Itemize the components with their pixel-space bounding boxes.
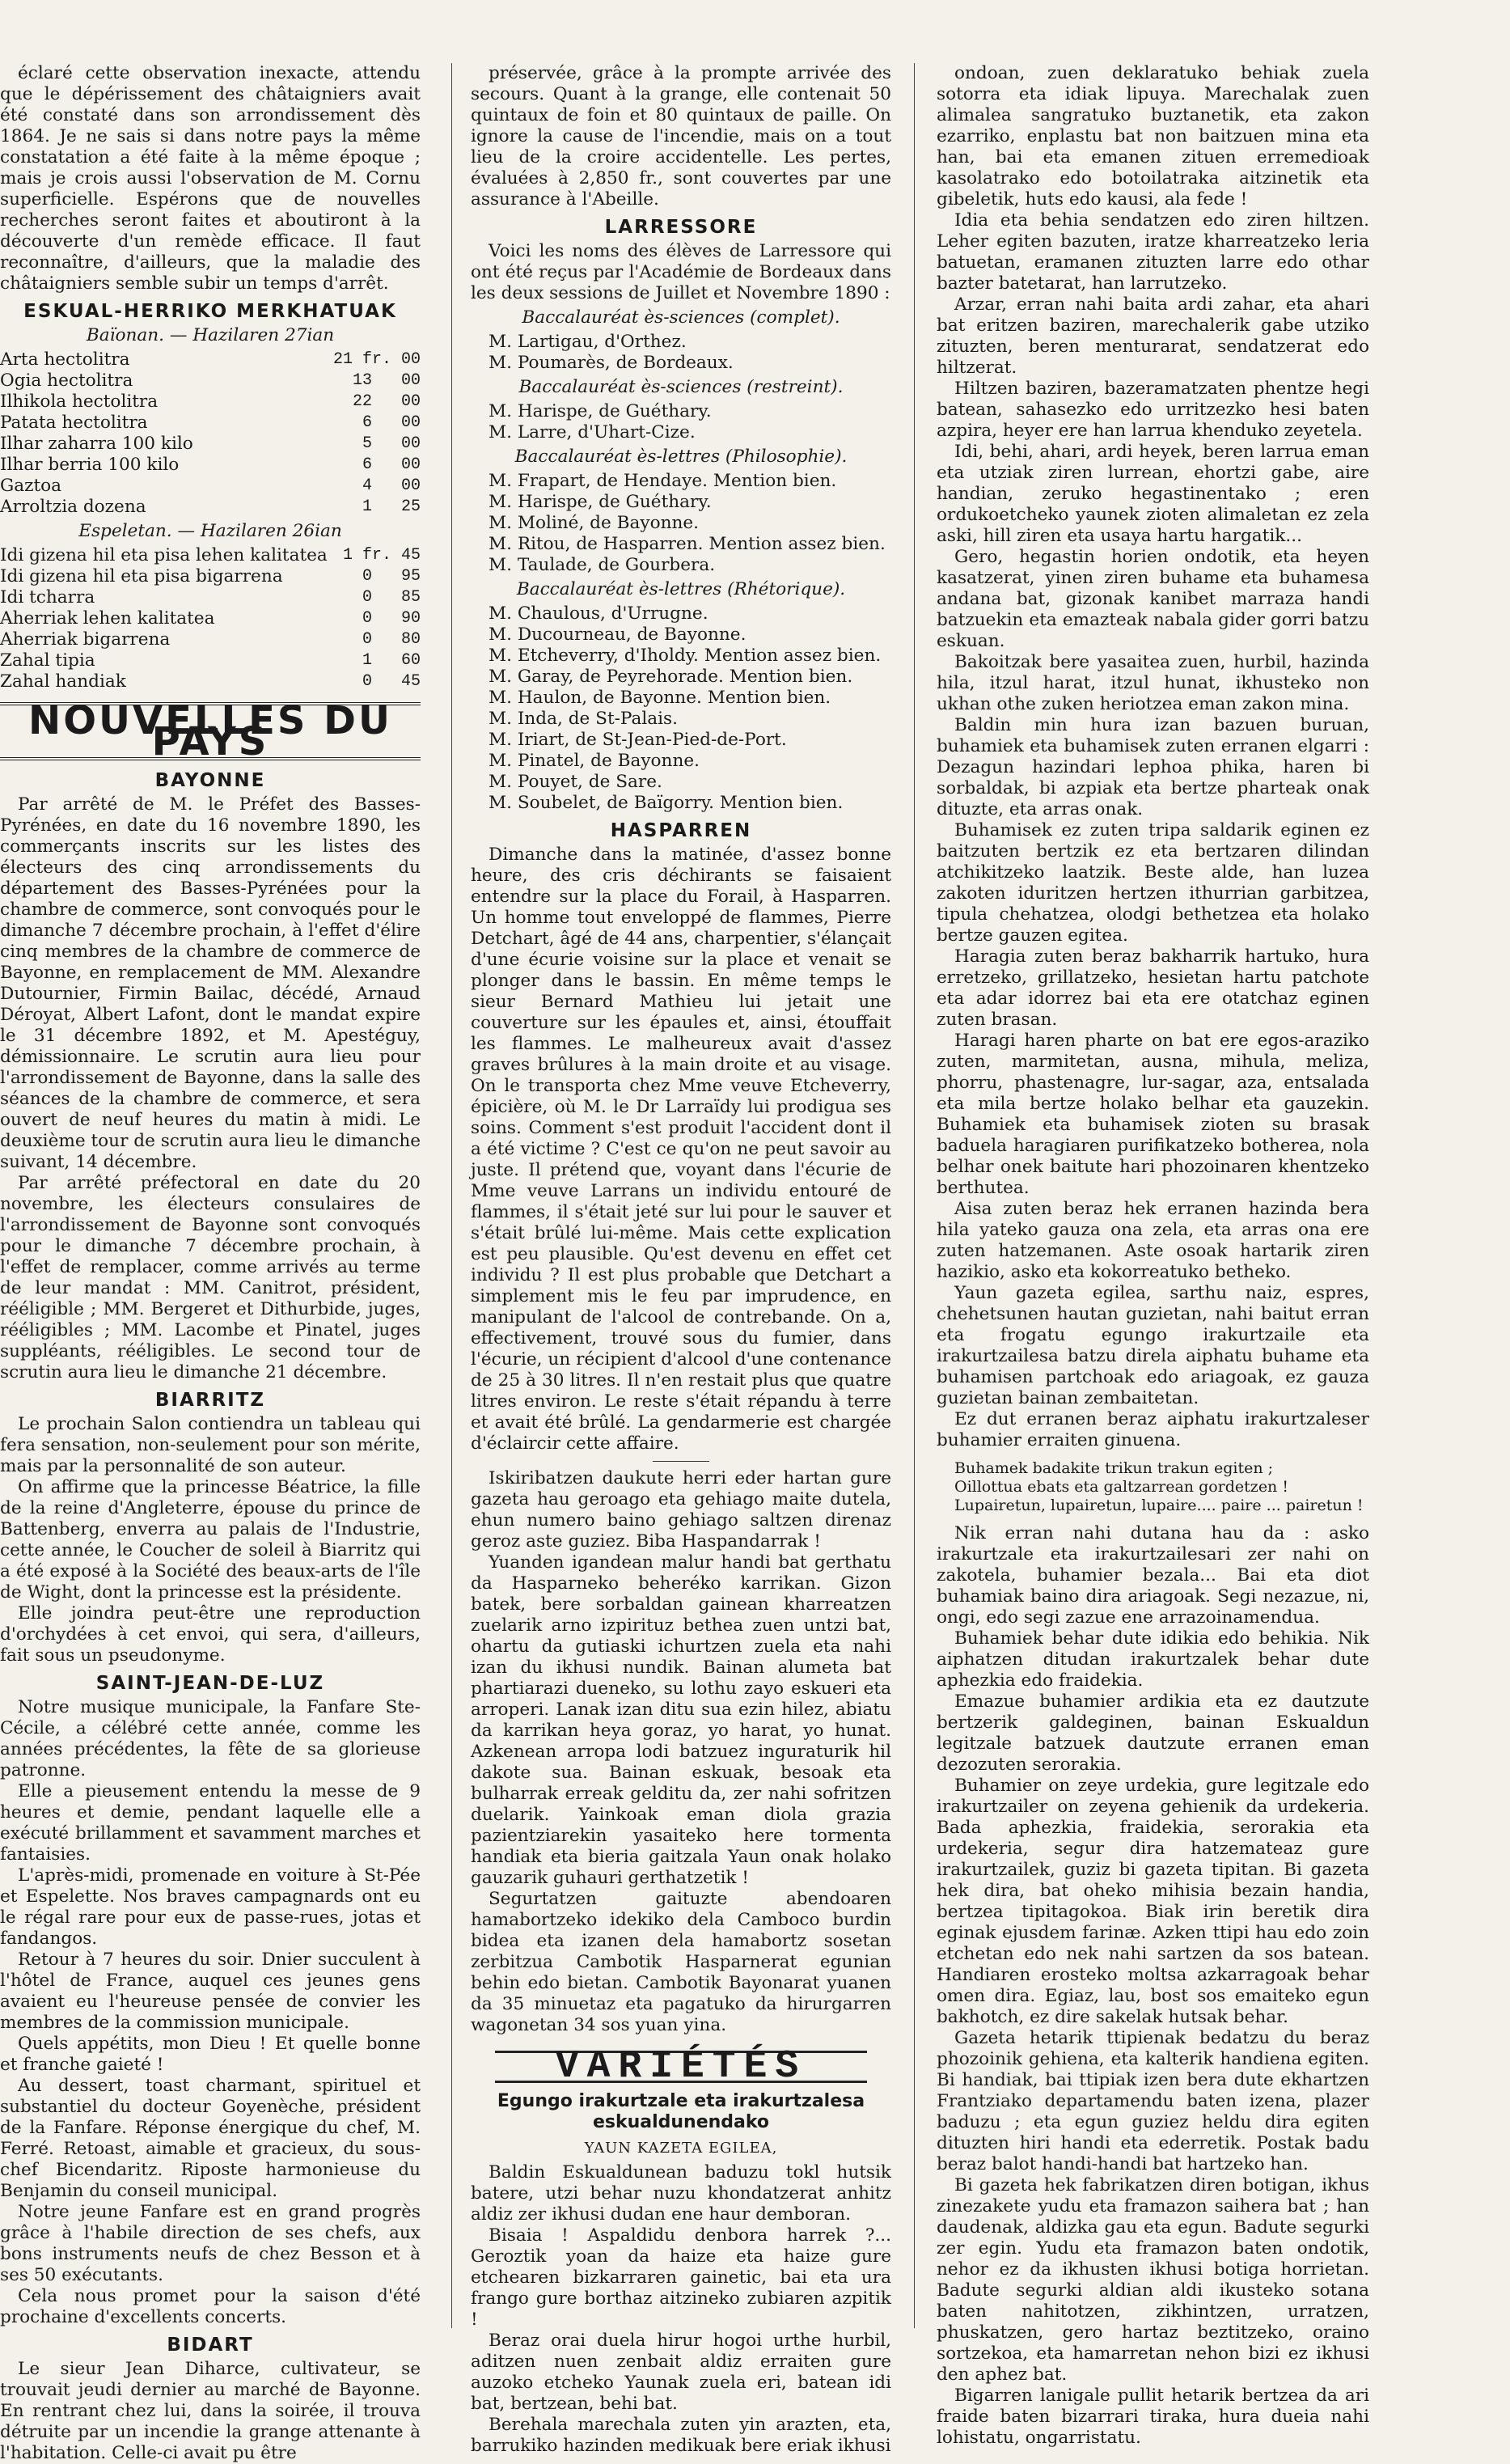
bidart-continued [471,63,891,210]
biarritz-title: BIARRITZ [154,1390,266,1411]
divider [653,1461,709,1462]
sjdl-title: SAINT-JEAN-DE-LUZ [95,1673,325,1694]
paragraph: Bakoitzak bere yasaitea zuen, hurbil, hazinda hila, itzul harat, itzul hunat, ikhusteko non ukhan othe zuken heriotzea eman zakon mina. [937,652,1369,714]
list-item: M. Harispe, de Guéthary. [489,401,712,421]
paragraph: Yuanden igandean malur handi bat gerthatu da Hasparneko beheréko karrikan. Gizon batek, bere sorbaldan gainean kharreatzen zuelarik arno izpirituz bethea zuen untzi bat, ohartu da gutiaski ichurtzen zuela eta nahi izan du ikhusi nundik. Bainan alumeta bat phartiarazi dueneko, su lothu zayo eskueri eta arroperi. Lanak izan ditu sua ezin hilez, abiatu da karrikan heya goraz, yo harat, yo hunat. Azkenean arropa lodi batzuez inguraturik hil dakote sua. Bainan eskuak, besoak eta bulharrak erreak gelditu da, zer nahi sofritzen duelarik. Yainkoak eman diola grazia pazientziarekin yasaiteko here tormenta handiak eta bieria gaitzala Yaun onak holako gauzarik guhauri gerthatzetik ! [471,1552,891,1888]
list-item: M. Larre, d'Uhart-Cize. [489,422,696,442]
column-rule-2 [914,63,915,2328]
paragraph: Idia eta behia sendatzen edo ziren hiltzen. Leher egiten bazuten, iratze kharreatzeko leria batuetan, eramanen zituzten larre edo othar bazter batetarat, han larrutzeko. [937,210,1369,294]
market-label: Zahal handiak [0,671,126,692]
paragraph: Notre musique municipale, la Fanfare Ste-Cécile, a célébré cette année, comme les années précédentes, la fête de sa glorieuse patronne. [0,1697,421,1780]
column-rule-1 [451,63,452,2328]
list-item: M. Poumarès, de Bordeaux. [489,353,734,373]
list-item: M. Chaulous, d'Urrugne. [489,603,708,624]
market-row [0,413,421,434]
market-value: 0 85 [362,588,421,607]
paragraph: Retour à 7 heures du soir. Dnier succulent à l'hôtel de France, auquel ces jeunes gens avaient eu l'heureuse pensée de convier les membres de la commission municipale. [0,1950,421,2033]
paragraph: Nik erran nahi dutana hau da : asko irakurtzale eta irakurtzailesari zer nahi on zakotela, buhamier bezala... Bai eta diot buhamiak baino dira ariagoak. Segi nezazue, ni, ongi, edo segi zazue ene arrazoinamendua. [937,1523,1369,1628]
paragraph: Buhamiek behar dute idikia edo behikia. Nik aiphatzen ditudan irakurtzalek behar dute aphezkia edo fraidekia. [937,1628,1369,1691]
bayonne-title: BAYONNE [154,770,266,791]
paragraph: Par arrêté préfectoral en date du 20 novembre, les électeurs consulaires de l'arrondissement de Bayonne sont convoqués pour le dimanche 7 décembre prochain, à l'effet de remplacer, comme arrivés au terme de leur mandat : MM. Canitrot, président, rééligible ; MM. Bergeret et Dithurbide, juges, rééligibles ; MM. Lacombe et Pinatel, juges suppléants, rééligibles. Le second tour de scrutin aura lieu le dimanche 21 décembre. [0,1173,421,1382]
bac2-list [471,401,891,443]
market-value: 21 fr. 00 [332,350,421,369]
paragraph: Notre jeune Fanfare est en grand progrès grâce à l'habile direction de ses chefs, aux bons instruments neufs de chez Besson et à ses 50 exécutants. [0,2202,421,2285]
paragraph: Bi gazeta hek fabrikatzen diren botigan, ikhus zinezakete yudu eta framazon saihera bat ; han daudenak, aldizka gau eta egun. Badute segurki zer egin. Yudu eta framazon baten ondotik, nehor ez da ikhusten ikhusi botiga horrietan. Badute segurki aldian aldi ikusteko sotana baten nahitotzen, zikhintzen, urratzen, phuskatzen, gero hartaz beztitzeko, oraino sortzekoa, eta hamarretan nehon bizi ez ikhusi den aphez bat. [937,2175,1369,2385]
list-item: M. Soubelet, de Baïgorry. Mention bien. [489,793,844,813]
list-item: M. Taulade, de Gourbera. [489,555,716,575]
market-row [0,671,421,692]
paragraph: L'après-midi, promenade en voiture à St-Pée et Espelette. Nos braves campagnards ont eu le régal rare pour eux de passe-rues, jotas et fandangos. [0,1865,421,1949]
list-item: M. Pouyet, de Sare. [489,772,662,792]
paragraph: éclaré cette observation inexacte, attendu que le dépérissement des châtaigniers avait été constaté dans son arrondissement dès 1864. Je ne sais si dans notre pays la même constatation a été faite à la même époque ; mais je crois aussi l'observation de M. Cornu superficielle. Espérons que de nouvelles recherches seront faites et aboutiront à la découverte d'un remède efficace. Il faut reconnaître, d'ailleurs, que la maladie des châtaigniers semble subir un temps d'arrêt. [0,63,421,294]
market-espeletan: Espeletan. — Hazilaren 26ian [78,521,342,541]
paragraph: Elle joindra peut-être une reproduction d'orchydées à cet envoi, qui sera, d'ailleurs, fait sous un pseudonyme. [0,1603,421,1666]
paragraph: ondoan, zuen deklaratuko behiak zuela sotorra eta idiak lipuya. Marechalak zuen alimalea sangratuko buztanetik, eta zakon ezarriko, enplastu bat non baitzuen mina eta han, bai eta emanen zituen erremedioak kasolatrako edo botoilatraka aitzinetik eta gibeletik, huts edo kausi, ala fede ! [937,63,1369,210]
bayonne-text [0,794,421,1383]
market-value: 5 00 [362,434,421,453]
varietes-title: VARIÉTÉS [495,2051,867,2083]
paragraph: Gazeta hetarik ttipienak bedatzu du beraz phozoinik gehiena, eta kalterik handiena egiten. Bi handiak, bai ttipiak izen bera dute ekhartzen Frantziako departamendu baten izena, plazer baduzu ; eta egun guziez heldu dira egiten dituzten hiri handi eta ederretik. Postak badu beraz balot handi-handi bat hartzeko han. [937,2028,1369,2174]
list-item: Buhamek badakite trikun trakun egiten ; [954,1459,1273,1477]
market-label: Ilhar zaharra 100 kilo [0,434,193,454]
market-label: Aherriak bigarrena [0,629,171,650]
bidart-title: BIDART [167,2335,254,2356]
column-3 [937,63,1369,2448]
paragraph: Berehala marechala zuten yin arazten, eta, barrukiko hazinden medikuak bere eriak ikhusi [471,2415,891,2456]
varietes-subtitle: Egungo irakurtzale eta irakurtzalesa eskualdunendako [497,2091,865,2132]
market-value: 0 80 [362,630,421,649]
bac1-list [471,332,891,374]
market-label: Patata hectolitra [0,413,148,433]
varietes-continued [937,63,1369,1451]
paragraph: Haragi haren pharte on bat ere egos-araziko zuten, marmitetan, ausna, mihula, meliza, phorru, phastenagre, lur-sagar, aza, entsalada eta mila bertze holako belhar eta gauzekin. Buhamiek eta buhamisek zioten su brasak baduela haragiaren purifikatzeko botherea, nola belhar onek baitute hari phozoinaren khentzeko berthutea. [937,1031,1369,1198]
market-row [0,497,421,518]
market-list-2 [0,545,421,692]
paragraph: Yaun gazeta egilea, sarthu naiz, espres, chehetsunen hautan guzietan, nahi baitut erran eta frogatu egungo irakurtzaile eta irakurtzailesa batzu direla aiphatu buhame eta buhamisen partchoak edo ariagoak, ez gauza guzietan bainan zembaitetan. [937,1283,1369,1408]
paragraph: Au dessert, toast charmant, spirituel et substantiel du docteur Goyenèche, président de la Fanfare. Réponse énergique du chef, M. Ferré. Retoast, aimable et gracieux, du sous-chef Bicendaritz. Riposte harmonieuse du Benjamin du conseil municipal. [0,2076,421,2201]
bac3-list [471,471,891,576]
market-row [0,349,421,370]
list-item: M. Frapart, de Hendaye. Mention bien. [489,471,837,491]
market-label: Idi gizena hil eta pisa bigarrena [0,566,283,586]
paragraph: Arzar, erran nahi baita ardi zahar, eta ahari bat eritzen baziren, marechalerik gabe utziko zituzten, beren menturarat, sendatzerat edo hiltzerat. [937,294,1369,378]
varietes-continued-2 [937,1523,1369,2449]
paragraph: Par arrêté de M. le Préfet des Basses-Pyrénées, en date du 16 novembre 1890, les commerçants inscrits sur les listes des électeurs des cinq arrondissements du département des Basses-Pyrénées pour la chambre de commerce, sont convoqués pour le dimanche 7 décembre prochain, à l'effet d'élire cinq membres de la chambre de commerce de Bayonne, en remplacement de MM. Alexandre Dutournier, Firmin Bailac, décédé, Arnaud Déroyat, Albert Lafont, dont le mandat expire le 31 décembre 1892, et M. Apestéguy, démissionnaire. Le scrutin aura lieu pour l'arrondissement de Bayonne, dans la salle des séances de la chambre de commerce, et sera ouvert de neuf heures du matin à midi. Le deuxième tour de scrutin aura lieu le dimanche suivant, 14 décembre. [0,794,421,1172]
paragraph: Segurtatzen gaituzte abendoaren hamabortzeko idekiko dela Camboco burdin bidea eta izanen dela hamabortz sosetan zerbitzua Cambotik Hasparnerat egunian behin edo bietan. Cambotik Bayonarat yuanen da 35 minuetaz eta pagatuko da hirurgarren wagonetan 34 sos yuan yina. [471,1889,891,2035]
bidart-text [0,2359,421,2464]
paragraph: Le sieur Jean Diharce, cultivateur, se trouvait jeudi dernier au marché de Bayonne. En rentrant chez lui, dans la soirée, il trouva détruite par un incendie la grange attenante à l'habitation. Celle-ci avait pu être [0,2359,421,2463]
list-item: M. Harispe, de Guéthary. [489,492,712,512]
market-row [0,608,421,629]
market-label: Idi tcharra [0,587,95,608]
list-item: M. Haulon, de Bayonne. Mention bien. [489,688,831,708]
varietes-text [471,2162,891,2457]
bac2-title: Baccalauréat ès-sciences (restreint). [518,377,844,397]
market-row [0,566,421,587]
sjdl-text [0,1697,421,2328]
market-value: 13 00 [352,371,421,390]
paragraph: Gero, hegastin horien ondotik, eta heyen kasatzerat, yinen ziren buhame eta buhamesa andana bat, gizonak kanibet marraza handi batzuekin eta emazteak nabala gider gorri batzu eskuan. [937,547,1369,651]
market-row [0,455,421,476]
hasparren-text [471,845,891,1454]
market-label: Idi gizena hil eta pisa lehen kalitatea [0,545,328,565]
market-value: 4 00 [362,476,421,495]
paragraph: Hiltzen baziren, bazeramatzaten phentze hegi batean, sahasezko edo urritzezko hesi baten azpira, heyer ere han larrua khenduko zeyetela. [937,379,1369,441]
paragraph: Bisaia ! Aspaldidu denbora harrek ?... Geroztik yoan da haize eta haize gure etchearen bizkarraren gainetic, bai eta ura frango gure borthaz aitzineko zubiaren azpitik ! [471,2225,891,2330]
column-2 [471,63,891,2456]
larressore-intro: Voici les noms des élèves de Larressore qui ont été reçus par l'Académie de Bordeaux dans les deux sessions de Juillet et Novembre 1890 : [471,241,891,303]
market-row [0,650,421,671]
paragraph: Idi, behi, ahari, ardi heyek, beren larrua eman eta utziak ziren lurrean, ehortzi gabe, aire handian, zeruko hegastinentako ; eren ordukoetcheko yaunek zioten alimaletan ez zela aski, hill ziren eta usaya hartu hargatik... [937,442,1369,546]
list-item: M. Moliné, de Bayonne. [489,513,700,533]
market-baionan: Baïonan. — Hazilaren 27ian [86,325,335,345]
list-item: Lupairetun, lupairetun, lupaire.... paire ... pairetun ! [954,1497,1364,1514]
market-value: 1 60 [362,651,421,670]
market-row [0,476,421,497]
paragraph: Aisa zuten beraz hek erranen hazinda bera hila yateko gauza ona zela, eta arras ona ere zuten hatzemanen. Aste osoak hartarik ziren hazikio, asko eta kokorreatuko betheko. [937,1199,1369,1282]
paragraph: Bigarren lanigale pullit hetarik bertzea da ari fraide baten bizarrari tiraka, hura dueia nahi lohistatu, ongarristatu. [937,2386,1369,2448]
list-item: M. Iriart, de St-Jean-Pied-de-Port. [489,730,787,750]
bac1-title: Baccalauréat ès-sciences (complet). [522,307,840,328]
list-item: M. Ritou, de Hasparren. Mention assez bien. [489,534,886,554]
paragraph: Buhamier on zeye urdekia, gure legitzale edo irakurtzailer on zeyena gehienik da urdekeria. Bada aphezkia, fraidekia, serorakia eta urdekeria, segur dira hatzemateaz gure irakurtzailek, guziz bi gazeta tipitan. Bi gazeta hek dira, bat oheko mihisia bezain handia, bertzea tipitagokoa. Biak irin beretik dira eginak ejusdem farinæ. Azken ttipi hau edo zoin etchetan edo nek nahi sartzen da sos batean. Handiaren erosteko moltsa azkarragoak behar omen dira. Egiaz, lau, bost sos emaiteko egun bakhotch, ez dire sakelak hutsak behar. [937,1776,1369,2027]
larressore-title: LARRESSORE [604,217,758,238]
paragraph: Elle a pieusement entendu la messe de 9 heures et demie, pendant laquelle elle a exécuté brillamment et savamment marches et fantaisies. [0,1781,421,1865]
list-item: M. Inda, de St-Palais. [489,709,678,729]
market-label: Aherriak lehen kalitatea [0,608,215,629]
market-label: Arta hectolitra [0,349,130,370]
varietes-by: YAUN KAZETA EGILEA, [584,2140,778,2157]
hasparren-title: HASPARREN [610,820,752,841]
bac4-list [471,603,891,814]
market-label: Ilhikola hectolitra [0,392,159,412]
market-row [0,629,421,650]
column-1 [0,63,421,2463]
market-row [0,545,421,566]
list-item: M. Pinatel, de Bayonne. [489,751,700,771]
market-row [0,370,421,392]
list-item: M. Lartigau, d'Orthez. [489,332,687,352]
paragraph: Emazue buhamier ardikia eta ez dautzute bertzerik galdeginen, bainan Eskualdun legitzale batzuek dautzute erranen eman dezozuten serorakia. [937,1691,1369,1775]
market-label: Ogia hectolitra [0,370,133,391]
basque-text [471,1468,891,2036]
list-item: Oillottua ebats eta galtzarrean gordetzen ! [954,1478,1288,1496]
paragraph: Cela nous promet pour la saison d'été prochaine d'excellents concerts. [0,2286,421,2327]
market-label: Gaztoa [0,476,62,496]
market-value: 0 95 [362,567,421,586]
intro-text [0,63,421,294]
poem [954,1459,1369,1515]
paragraph: Quels appétits, mon Dieu ! Et quelle bonne et franche gaieté ! [0,2034,421,2075]
market-label: Arroltzia dozena [0,497,146,517]
market-row [0,587,421,608]
paragraph: préservée, grâce à la prompte arrivée des secours. Quant à la grange, elle contenait 50 quintaux de foin et 80 quintaux de paille. On ignore la cause de l'incendie, mais on a tout lieu de la croire accidentelle. Les pertes, évaluées à 2,850 fr., sont couvertes par une assurance à l'Abeille. [471,63,891,210]
paragraph: On affirme que la princesse Béatrice, la fille de la reine d'Angleterre, épouse du prince de Battenberg, enverra au palais de l'Industrie, cette année, le Coucher de soleil à Biarritz qui a été exposé à la Société des beaux-arts de l'île de Wight, dont la princesse est la présidente. [0,1477,421,1602]
biarritz-text [0,1414,421,1666]
market-value: 1 fr. 45 [342,546,421,565]
list-item: M. Garay, de Peyrehorade. Mention bien. [489,667,853,687]
paragraph: Beraz orai duela hirur hogoi urthe hurbil, aditzen nuen zenbait aldiz erraiten gure auzoko etcheko Yaunak zuela eri, batean idi bat, bertzean, behi bat. [471,2331,891,2414]
market-row [0,434,421,455]
market-value: 0 45 [362,672,421,691]
paragraph: Iskiribatzen daukute herri eder hartan gure gazeta hau geroago eta gehiago maite dutela, ehun numero baino gehiago saltzen direnaz geroz aste guziez. Biba Haspandarrak ! [471,1468,891,1552]
market-title: ESKUAL-HERRIKO MERKHATUAK [23,301,397,322]
paragraph: Dimanche dans la matinée, d'assez bonne heure, des cris déchirants se faisaient entendre sur la place du Forail, à Hasparren. Un homme tout enveloppé de flammes, Pierre Detchart, âgé de 44 ans, charpentier, s'élançait d'une écurie voisine sur la place et venait se plonger dans le bassin. En même temps le sieur Bernard Mathieu lui jetait une couverture sur les épaules et, ainsi, étouffait les flammes. Le malheureux avait d'assez graves brûlures à la main droite et au visage. On le transporta chez Mme veuve Etcheverry, épicière, où M. le Dr Larraïdy lui prodigua ses soins. Comment s'est produit l'accident dont il a été victime ? C'est ce qu'on ne peut savoir au juste. Il prétend que, voyant dans l'écurie de Mme veuve Larrans un individu entouré de flammes, il s'était jeté sur lui pour le sauver et s'était brûlé lui-même. Mais cette explication est peu plausible. Qu'est devenu en effet cet individu ? Il est plus probable que Detchart a simplement mis le feu par imprudence, en manipulant de l'alcool de contrebande. On a, effectivement, trouvé sous du fumier, dans l'écurie, un récipient d'alcool d'une contenance de 25 à 30 litres. Il n'en restait plus que quatre litres environ. Le reste s'était répandu à terre et avait été brûlé. La gendarmerie est chargée d'éclaircir cette affaire. [471,845,891,1454]
market-label: Ilhar berria 100 kilo [0,455,180,475]
market-row [0,392,421,413]
market-value: 6 00 [362,455,421,474]
nouvelles-title: NOUVELLES DU PAYS [0,702,421,760]
market-label: Zahal tipia [0,650,95,671]
paragraph: Haragia zuten beraz bakharrik hartuko, hura erretzeko, grillatzeko, hesietan hartu patchote eta adar idorrez bai eta ere otatchaz eginen zuten brasan. [937,946,1369,1030]
bac3-title: Baccalauréat ès-lettres (Philosophie). [514,447,848,467]
market-value: 0 90 [362,609,421,628]
paragraph: Ez dut erranen beraz aiphatu irakurtzaleser buhamier erraiten ginuena. [937,1409,1369,1450]
market-value: 6 00 [362,413,421,432]
paragraph: Baldin min hura izan bazuen buruan, buhamiek eta buhamisek zuten erranen elgarri : Dezagun hazindari lephoa phika, haren bi sorbaldak, bi azpiak eta bertze pharteak onak dituzte, eta arras onak. [937,715,1369,819]
market-value: 22 00 [352,392,421,411]
list-item: M. Etcheverry, d'Iholdy. Mention assez bien. [489,646,882,666]
paragraph: Baldin Eskualdunean baduzu tokl hutsik batere, utzi behar nuzu khondatzerat anhitz aldiz zer ikhusi dudan ene haur demboran. [471,2162,891,2225]
market-list-1 [0,349,421,518]
market-value: 1 25 [362,497,421,516]
paragraph: Buhamisek ez zuten tripa saldarik eginen ez baitzuten bertzik ez eta bertzaren dilindan atchikitzeko laatzik. Beste alde, han luzea zakoten iduritzen hertzen ithurrian garbitzea, tipula chehatzea, olodgi bethetzea eta holako bertze gauzen egitea. [937,820,1369,946]
paragraph: Le prochain Salon contiendra un tableau qui fera sensation, non-seulement pour son mérite, mais par la personnalité de son auteur. [0,1414,421,1476]
list-item: M. Ducourneau, de Bayonne. [489,624,747,645]
bac4-title: Baccalauréat ès-lettres (Rhétorique). [516,579,846,599]
